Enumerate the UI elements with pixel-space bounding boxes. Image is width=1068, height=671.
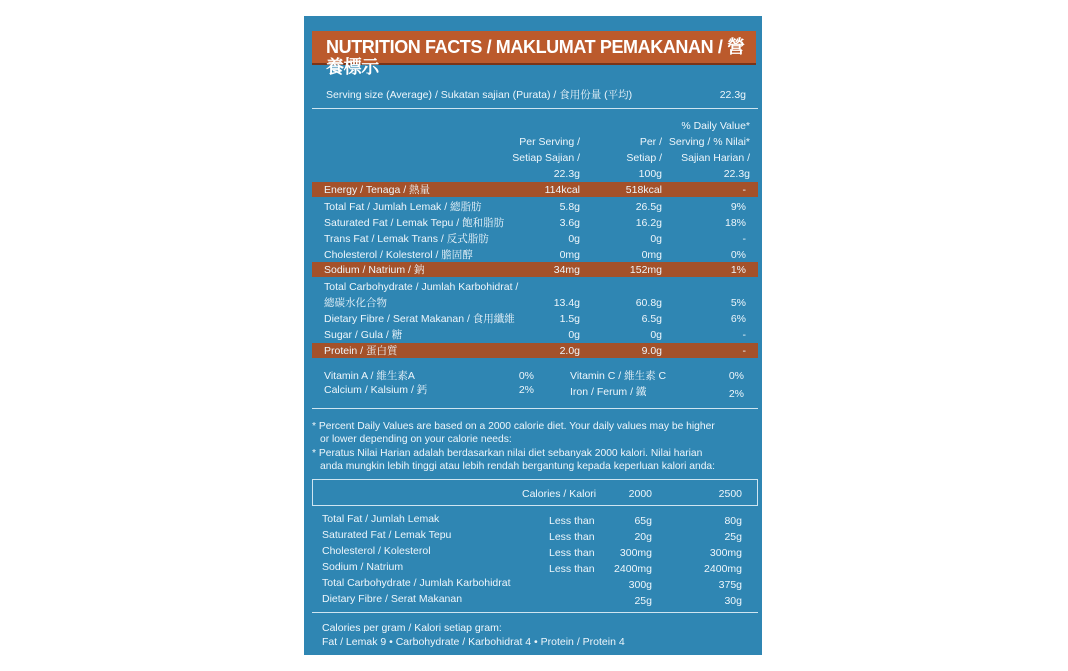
nutrient-label: Sugar / Gula / 糖 [324,329,403,341]
nutrient-dv: 18% [724,217,746,229]
nutrient-serving: 0g [568,233,580,245]
nutrient-serving: 3.6g [559,217,580,229]
ref-row-2000: 25g [634,595,652,607]
col-dv-1: % Daily Value* [681,120,750,132]
ref-row-2000: 300mg [619,547,652,559]
nutrient-label-2: 總碳水化合物 [324,297,387,309]
nutrient-per100: 152mg [629,264,662,276]
nutrient-per100: 0g [650,329,662,341]
nutrient-dv: 0% [730,249,746,261]
vitamin-label: Calcium / Kalsium / 鈣 [324,384,428,396]
nutrient-per100: 0g [650,233,662,245]
ref-row-2000: 2400mg [614,563,652,575]
nutrient-dv: - [742,345,746,357]
serving-size-label: Serving size (Average) / Sukatan sajian (Purata) / 食用份量 (平均) [326,89,633,101]
ref-row-cond: Less than [549,563,595,575]
col-dv-2: Serving / % Nilai* [668,136,750,148]
nutrient-label: Trans Fat / Lemak Trans / 反式脂肪 [324,233,489,245]
ref-row-2000: 300g [628,579,652,591]
nutrient-label: Energy / Tenaga / 熱量 [324,184,431,196]
nutrient-serving: 13.4g [553,297,580,309]
col-dv-4: 22.3g [723,168,750,180]
nutrient-serving: 0g [568,329,580,341]
nutrient-label: Protein / 蛋白質 [324,345,398,357]
nutrient-serving: 0mg [559,249,580,261]
col-per100-1: Per / [639,136,662,148]
nutrient-serving: 2.0g [559,345,580,357]
nutrient-dv: 9% [730,201,746,213]
divider [312,408,758,409]
vitamin-value: 2% [728,388,744,400]
nutrient-dv: 1% [730,264,746,276]
ref-row-cond: Less than [549,531,595,543]
nutrient-label: Dietary Fibre / Serat Makanan / 食用纖維 [324,313,515,325]
nutrient-per100: 16.2g [635,217,662,229]
ref-row-2500: 25g [724,531,742,543]
nutrient-label: Cholesterol / Kolesterol / 膽固醇 [324,249,473,261]
nutrient-per100: 60.8g [635,297,662,309]
nutrition-title: NUTRITION FACTS / MAKLUMAT PEMAKANAN / 營養標示 [326,37,745,77]
nutrition-label-panel [304,16,762,655]
vitamin-label: Iron / Ferum / 鐵 [570,386,647,398]
ref-row-2500: 300mg [709,547,742,559]
footnote-ms-2: anda mungkin lebih tinggi atau lebih rendah bergantung kepada keperluan kalori anda: [320,461,716,472]
ref-row-label: Sodium / Natrium [322,561,404,573]
vitamin-label: Vitamin A / 維生素A [324,370,415,382]
ref-row-label: Saturated Fat / Lemak Tepu [322,529,452,541]
col-per100-3: 100g [638,168,662,180]
nutrient-label: Sodium / Natrium / 鈉 [324,264,425,276]
divider [312,505,758,506]
divider [312,479,758,480]
col-per-serving-1: Per Serving / [519,136,580,148]
nutrient-serving: 34mg [553,264,580,276]
nutrient-per100: 0mg [641,249,662,261]
footnote-ms-1: * Peratus Nilai Harian adalah berdasarkan nilai diet sebanyak 2000 kalori. Nilai harian [312,448,703,459]
ref-row-label: Total Fat / Jumlah Lemak [322,513,440,525]
nutrient-per100: 26.5g [635,201,662,213]
nutrient-dv: 6% [730,313,746,325]
col-dv-3: Sajian Harian / [681,152,750,164]
vitamin-value: 0% [728,370,744,382]
nutrient-dv: - [742,233,746,245]
divider [757,479,758,506]
nutrient-serving: 114kcal [544,184,580,196]
nutrient-dv: 5% [730,297,746,309]
nutrient-dv: - [742,184,746,196]
ref-row-label: Cholesterol / Kolesterol [322,545,431,557]
ref-row-2500: 2400mg [704,563,742,575]
ref-row-2500: 375g [718,579,742,591]
footnote-en-2: or lower depending on your calorie needs: [320,434,512,445]
nutrient-serving: 1.5g [559,313,580,325]
nutrient-label: Total Carbohydrate / Jumlah Karbohidrat / [324,281,519,293]
ref-calories-label: Calories / Kalori [522,488,597,500]
ref-row-2000: 20g [634,531,652,543]
col-per-serving-2: Setiap Sajian / [512,152,580,164]
divider [312,108,758,109]
vitamin-label: Vitamin C / 維生素 C [570,370,667,382]
divider [312,479,313,506]
ref-row-2500: 80g [724,515,742,527]
ref-row-2000: 65g [634,515,652,527]
ref-col-2000: 2000 [628,488,652,500]
ref-row-cond: Less than [549,547,595,559]
ref-row-2500: 30g [724,595,742,607]
nutrient-label: Total Fat / Jumlah Lemak / 總脂肪 [324,201,482,213]
ref-row-label: Total Carbohydrate / Jumlah Karbohidrat [322,577,511,589]
vitamin-value: 0% [518,370,534,382]
col-per100-2: Setiap / [626,152,662,164]
nutrient-dv: - [742,329,746,341]
calories-per-gram-title: Calories per gram / Kalori setiap gram: [322,622,502,634]
divider [312,612,758,613]
vitamin-value: 2% [518,384,534,396]
nutrient-label: Saturated Fat / Lemak Tepu / 飽和脂肪 [324,217,505,229]
ref-col-2500: 2500 [718,488,742,500]
nutrient-serving: 5.8g [559,201,580,213]
nutrient-per100: 6.5g [641,313,662,325]
serving-size-value: 22.3g [719,89,746,101]
footnote-en-1: * Percent Daily Values are based on a 2000 calorie diet. Your daily values may be higher [312,421,715,432]
ref-row-label: Dietary Fibre / Serat Makanan [322,593,463,605]
ref-row-cond: Less than [549,515,595,527]
nutrient-per100: 9.0g [641,345,662,357]
nutrition-header [312,31,756,77]
col-per-serving-3: 22.3g [553,168,580,180]
calories-per-gram-line: Fat / Lemak 9 • Carbohydrate / Karbohidrat 4 • Protein / Protein 4 [322,636,625,648]
nutrient-per100: 518kcal [625,184,662,196]
